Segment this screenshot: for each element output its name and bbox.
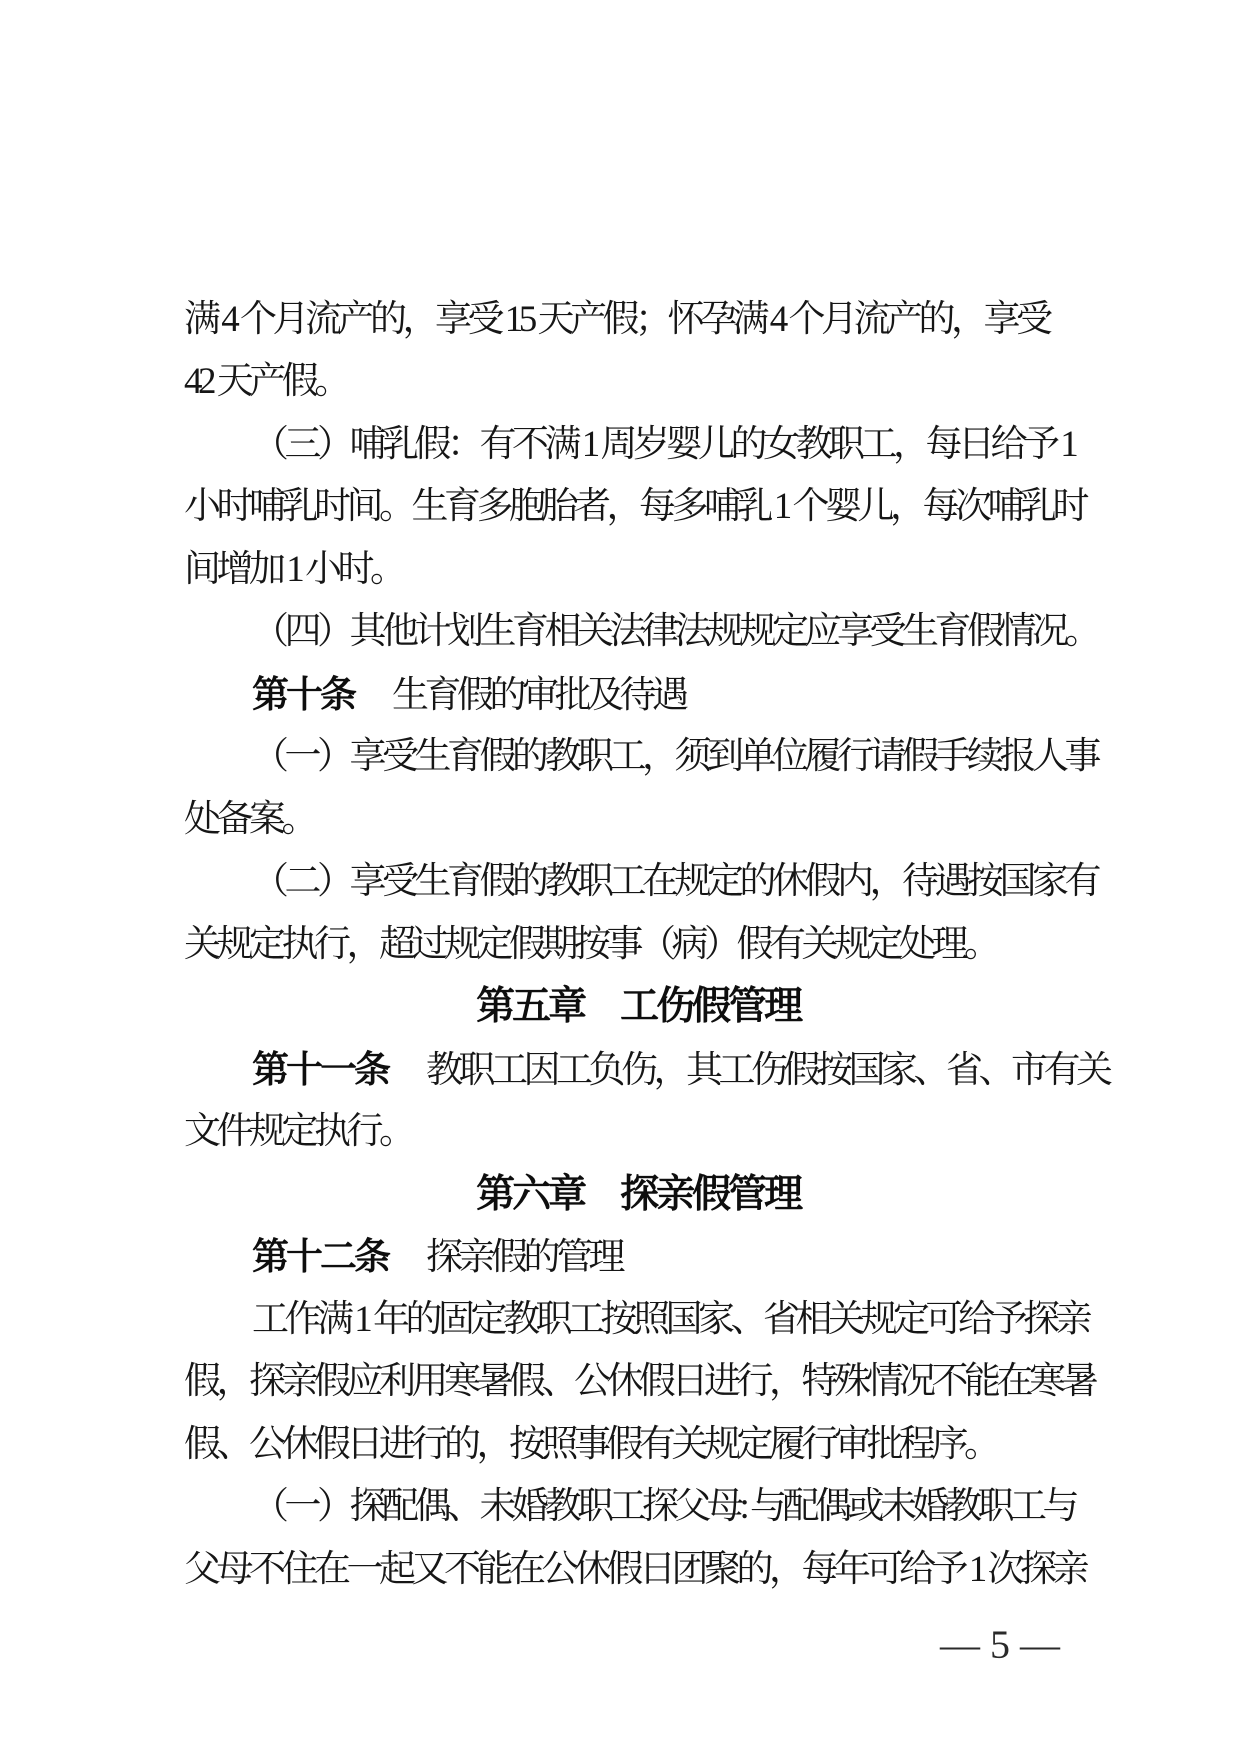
text-block: [165, 226, 1109, 1590]
line-text: 间增加 1 小时。: [184, 548, 403, 590]
line-text: （二）享受生育假的教职工在规定的休假内，待遇按国家有: [252, 861, 1097, 902]
line-text: （一）享受生育假的教职工，须到单位履行请假手续报人事: [252, 736, 1097, 777]
line-text: （四）其他计划生育相关法律法规规定应享受生育假情况。: [252, 611, 1097, 652]
line-text: 生育假的审批及待遇: [392, 674, 685, 716]
line-text: 文件规定执行。: [184, 1111, 412, 1152]
line-text: 关规定执行，超过规定假期按事（病）假有关规定处理。: [184, 923, 997, 965]
line-text: 满 4 个月流产的，享受 15 天产假；怀孕满 4 个月流产的，享受: [184, 298, 1049, 340]
line-text: 假，探亲假应利用寒暑假、公休假日进行，特殊情况不能在寒暑: [184, 1361, 1094, 1402]
article-number: 第十条: [252, 673, 354, 715]
line-text: 第五章 工伤假管理: [476, 985, 801, 1028]
line-text: 父母不住在一起又不能在公休假日团聚的，每年可给予 1 次探亲: [184, 1548, 1085, 1590]
article-number: 第十一条: [252, 1048, 388, 1090]
page-number: — 5 —: [940, 1621, 1060, 1667]
document-line: [165, 226, 1080, 340]
line-text: 处备案。: [184, 798, 314, 840]
line-text: 教职工因工负伤，其工伤假按国家、省、市有关: [426, 1049, 1109, 1091]
line-text: 假、公休假日进行的，按照事假有关规定履行审批程序。: [184, 1423, 997, 1465]
line-text: 第六章 探亲假管理: [476, 1172, 801, 1216]
line-text: 小时哺乳时间。生育多胞胎者，每多哺乳 1 个婴儿，每次哺乳时: [184, 486, 1085, 527]
page-footer: [900, 1551, 1060, 1667]
line-text: 42 天产假。: [184, 361, 347, 402]
line-text: 工作满 1 年的固定教职工按照国家、省相关规定可给予探亲: [252, 1298, 1088, 1340]
line-text: （一）探配偶、未婚教职工探父母: 与配偶或未婚教职工与: [252, 1486, 1076, 1527]
article-number: 第十二条: [252, 1236, 388, 1277]
line-text: 探亲假的管理: [426, 1237, 621, 1278]
line-text: （三）哺乳假：有不满 1 周岁婴儿的女教职工，每日给予 1: [252, 423, 1075, 465]
